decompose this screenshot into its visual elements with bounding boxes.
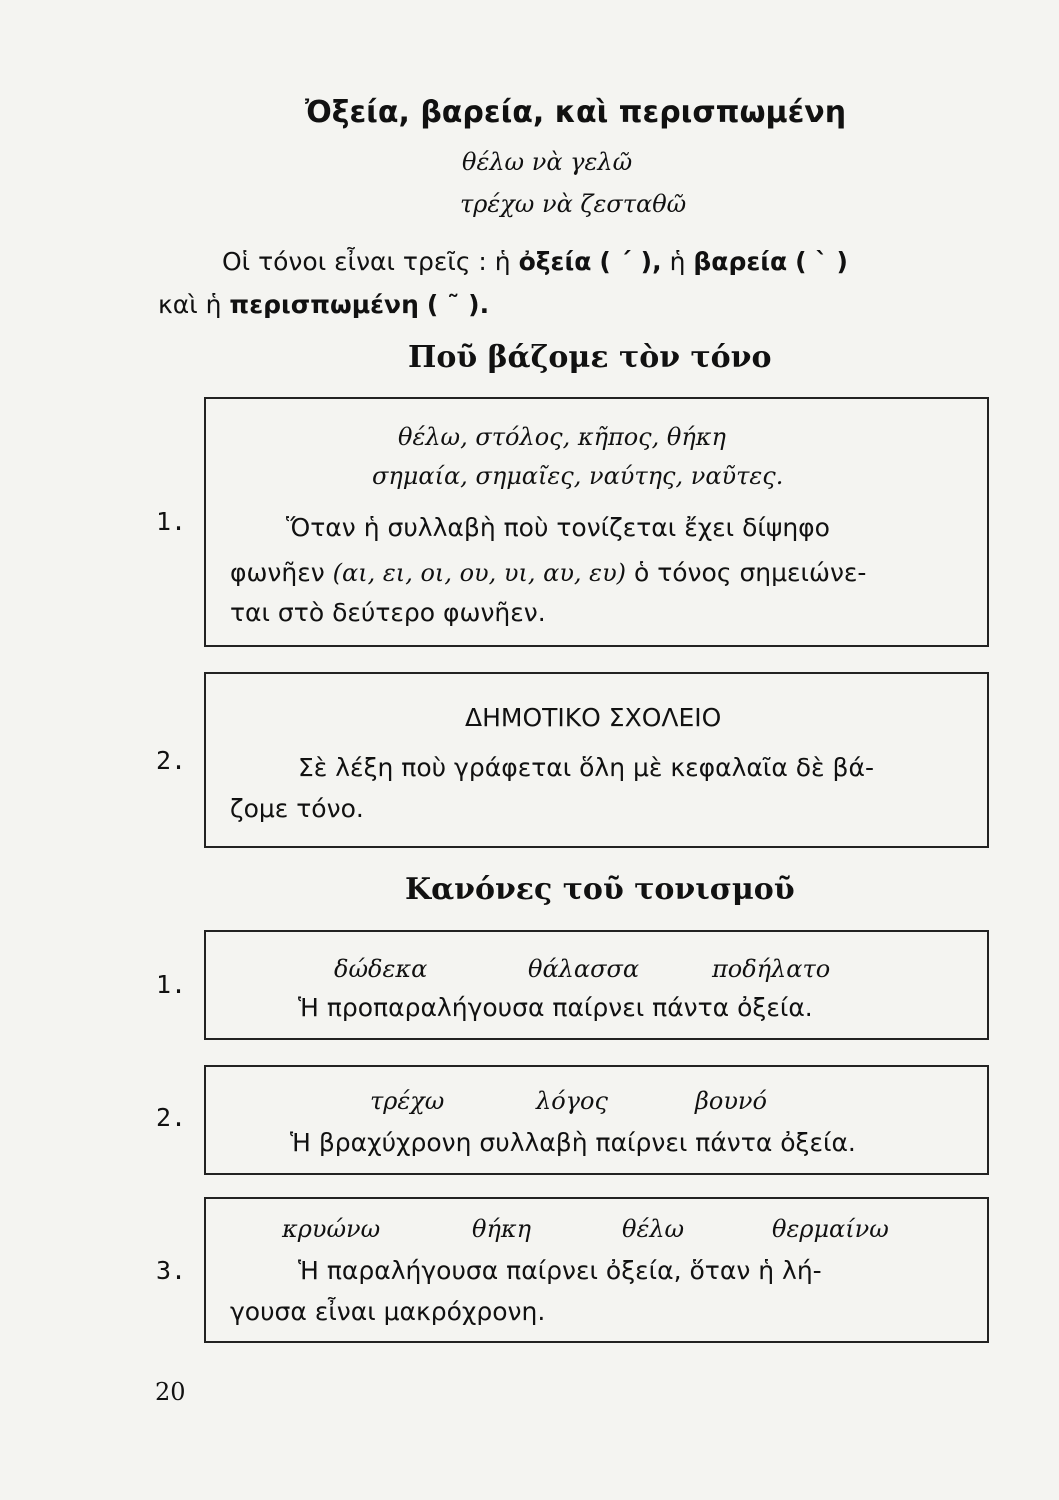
box1-examples-line-2: σημαία, σημαῖες, ναύτης, ναῦτες.: [372, 462, 784, 490]
box2-rule-line-2: ζομε τόνο.: [230, 794, 364, 823]
accent-rule-3-example-3: θέλω: [622, 1215, 685, 1243]
accent-rule-box-2: [204, 1065, 989, 1175]
accents-line2-pre: καὶ ἡ: [158, 290, 222, 319]
accents-line-2: [158, 290, 489, 319]
box2-example: ΔΗΜΟΤΙΚΟ ΣΧΟΛΕΙΟ: [465, 703, 722, 732]
perispomeni-term: περισπωμένη: [229, 290, 419, 319]
accent-rule-2-example-3: βουνό: [695, 1087, 767, 1115]
box1-diphthongs: (αι, ει, οι, ου, υι, αυ, ευ): [332, 559, 627, 587]
accent-rule-2-example-1: τρέχω: [370, 1087, 445, 1115]
vareia-term: βαρεία: [693, 247, 788, 276]
accent-rule-3-text-line-2: γουσα εἶναι μακρόχρονη.: [230, 1297, 546, 1326]
perispomeni-sign: ( ῀ ).: [426, 290, 490, 319]
box1-rule-line-1: Ὅταν ἡ συλλαβὴ ποὺ τονίζεται ἔχει δίψηφο: [286, 513, 830, 542]
accents-line-1: [222, 247, 848, 276]
box1-number: 1.: [156, 507, 187, 536]
accent-rule-box-1: [204, 930, 989, 1040]
section-title-accent-rules: Κανόνες τοῦ τονισμοῦ: [405, 872, 795, 907]
accent-rule-3-text-line-1: Ἡ παραλήγουσα παίρνει ὀξεία, ὅταν ἡ λή-: [298, 1256, 822, 1285]
box1-rule-line2-pre: φωνῆεν: [230, 558, 325, 587]
example-line-1: θέλω νὰ γελῶ: [462, 148, 633, 176]
accent-rule-1-example-3: ποδήλατο: [712, 955, 831, 983]
accent-rule-1-number: 1.: [156, 970, 187, 999]
box1-rule-line2-post: ὁ τόνος σημειώνε-: [633, 558, 867, 587]
page-number: 20: [155, 1378, 186, 1406]
box1-rule-line-3: ται στὸ δεύτερο φωνῆεν.: [230, 598, 546, 627]
box2-number: 2.: [156, 746, 187, 775]
accent-rule-2-number: 2.: [156, 1103, 187, 1132]
example-line-2: τρέχω νὰ ζεσταθῶ: [460, 190, 687, 218]
page-heading: Ὀξεία, βαρεία, καὶ περισπωμένη: [305, 95, 847, 130]
accent-rule-2-example-2: λόγος: [536, 1087, 608, 1115]
accent-rule-3-number: 3.: [156, 1256, 187, 1285]
accent-rule-3-example-2: θήκη: [472, 1215, 531, 1243]
oxeia-term: ὀξεία: [518, 247, 592, 276]
accent-rule-1-text: Ἡ προπαραλήγουσα παίρνει πάντα ὀξεία.: [298, 993, 813, 1022]
accent-rule-2-text: Ἡ βραχύχρονη συλλαβὴ παίρνει πάντα ὀξεία.: [290, 1128, 856, 1157]
box1-rule-line-2: [230, 558, 866, 587]
accent-rule-3-example-1: κρυώνω: [282, 1215, 381, 1243]
accent-rule-1-example-2: θάλασσα: [528, 955, 640, 983]
oxeia-sign: ( ˊ ),: [599, 247, 662, 276]
box1-examples-line-1: θέλω, στόλος, κῆπος, θήκη: [398, 423, 726, 451]
vareia-sign: ( ˋ ): [795, 247, 848, 276]
accents-intro: Οἱ τόνοι εἶναι τρεῖς : ἡ: [222, 247, 511, 276]
accent-rule-1-example-1: δώδεκα: [334, 955, 428, 983]
box2-rule-line-1: Σὲ λέξη ποὺ γράφεται ὅλη μὲ κεφαλαῖα δὲ βά-: [298, 753, 874, 782]
accents-mid: ἡ: [669, 247, 686, 276]
accent-rule-3-example-4: θερμαίνω: [772, 1215, 889, 1243]
section-title-where-accent: Ποῦ βάζομε τὸν τόνο: [408, 340, 772, 375]
